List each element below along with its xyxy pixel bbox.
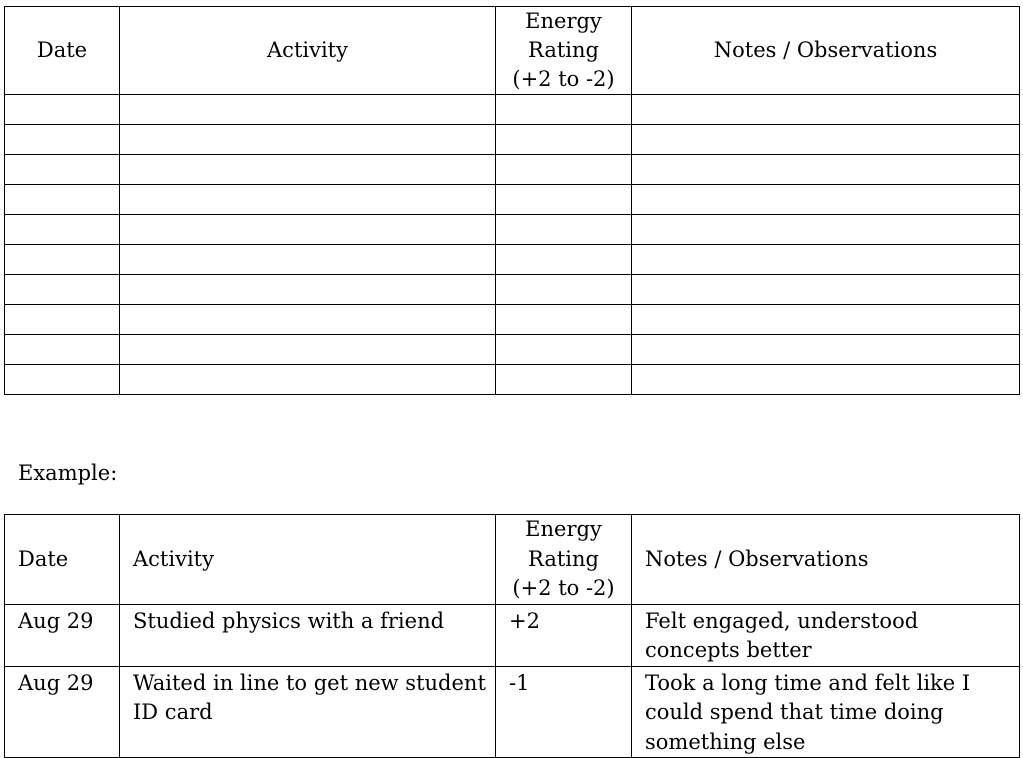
log-blank-row xyxy=(5,305,1020,335)
log-header-date: Date xyxy=(5,7,120,95)
log-notes-cell[interactable] xyxy=(632,245,1020,275)
log-header-energy-line2: Rating xyxy=(528,38,599,62)
log-date-cell[interactable] xyxy=(5,365,120,395)
log-header-row xyxy=(5,7,1020,95)
log-activity-cell[interactable] xyxy=(120,275,496,305)
log-rating-cell[interactable] xyxy=(496,335,632,365)
example-header-energy-line2: Rating xyxy=(528,546,599,571)
log-activity-cell[interactable] xyxy=(120,335,496,365)
log-date-cell[interactable] xyxy=(5,155,120,185)
log-activity-cell[interactable] xyxy=(120,95,496,125)
log-activity-cell[interactable] xyxy=(120,215,496,245)
log-activity-cell[interactable] xyxy=(120,155,496,185)
log-date-cell[interactable] xyxy=(5,125,120,155)
log-rating-cell[interactable] xyxy=(496,215,632,245)
log-activity-cell[interactable] xyxy=(120,125,496,155)
log-date-cell[interactable] xyxy=(5,95,120,125)
log-blank-row xyxy=(5,155,1020,185)
log-activity-cell[interactable] xyxy=(120,305,496,335)
log-header-energy-rating xyxy=(496,7,632,95)
log-header-energy-line1: Energy xyxy=(525,9,602,33)
example-date-cell: Aug 29 xyxy=(5,666,120,758)
log-date-cell[interactable] xyxy=(5,215,120,245)
log-rating-cell[interactable] xyxy=(496,155,632,185)
example-activity-cell: Studied physics with a friend xyxy=(120,604,496,666)
example-date-cell: Aug 29 xyxy=(5,604,120,666)
log-notes-cell[interactable] xyxy=(632,185,1020,215)
energy-log-table xyxy=(4,6,1020,395)
log-blank-row xyxy=(5,185,1020,215)
log-blank-row xyxy=(5,365,1020,395)
log-rating-cell[interactable] xyxy=(496,185,632,215)
log-header-notes: Notes / Observations xyxy=(632,7,1020,95)
log-notes-cell[interactable] xyxy=(632,275,1020,305)
example-notes-cell: Took a long time and felt like I could spend that time doing something else xyxy=(632,666,1020,758)
example-header-energy-line1: Energy xyxy=(525,517,602,541)
log-header-energy-line3: (+2 to -2) xyxy=(512,67,615,91)
log-notes-cell[interactable] xyxy=(632,365,1020,395)
log-blank-row xyxy=(5,95,1020,125)
example-notes-cell: Felt engaged, understood concepts better xyxy=(632,604,1020,666)
example-header-date: Date xyxy=(5,515,120,605)
log-notes-cell[interactable] xyxy=(632,305,1020,335)
log-date-cell[interactable] xyxy=(5,305,120,335)
example-rating-cell: +2 xyxy=(496,604,632,666)
log-header-activity: Activity xyxy=(120,7,496,95)
log-blank-row xyxy=(5,125,1020,155)
log-blank-row xyxy=(5,275,1020,305)
log-rating-cell[interactable] xyxy=(496,365,632,395)
log-rating-cell[interactable] xyxy=(496,245,632,275)
log-rating-cell[interactable] xyxy=(496,95,632,125)
log-rating-cell[interactable] xyxy=(496,275,632,305)
log-rating-cell[interactable] xyxy=(496,305,632,335)
log-blank-row xyxy=(5,245,1020,275)
example-table xyxy=(4,514,1020,758)
log-activity-cell[interactable] xyxy=(120,365,496,395)
example-rating-cell: -1 xyxy=(496,666,632,758)
log-activity-cell[interactable] xyxy=(120,245,496,275)
log-rating-cell[interactable] xyxy=(496,125,632,155)
example-header-activity: Activity xyxy=(120,515,496,605)
log-notes-cell[interactable] xyxy=(632,335,1020,365)
log-date-cell[interactable] xyxy=(5,185,120,215)
example-row xyxy=(5,666,1020,758)
example-header-energy-line3: (+2 to -2) xyxy=(512,576,615,600)
log-notes-cell[interactable] xyxy=(632,155,1020,185)
log-date-cell[interactable] xyxy=(5,245,120,275)
example-row xyxy=(5,604,1020,666)
log-date-cell[interactable] xyxy=(5,275,120,305)
example-header-row xyxy=(5,515,1020,605)
log-date-cell[interactable] xyxy=(5,335,120,365)
example-header-notes: Notes / Observations xyxy=(632,515,1020,605)
example-activity-cell: Waited in line to get new student ID card xyxy=(120,666,496,758)
example-header-energy-rating xyxy=(496,515,632,605)
log-activity-cell[interactable] xyxy=(120,185,496,215)
log-blank-row xyxy=(5,335,1020,365)
log-notes-cell[interactable] xyxy=(632,95,1020,125)
log-blank-row xyxy=(5,215,1020,245)
log-notes-cell[interactable] xyxy=(632,125,1020,155)
log-notes-cell[interactable] xyxy=(632,215,1020,245)
example-caption: Example: xyxy=(18,461,118,485)
